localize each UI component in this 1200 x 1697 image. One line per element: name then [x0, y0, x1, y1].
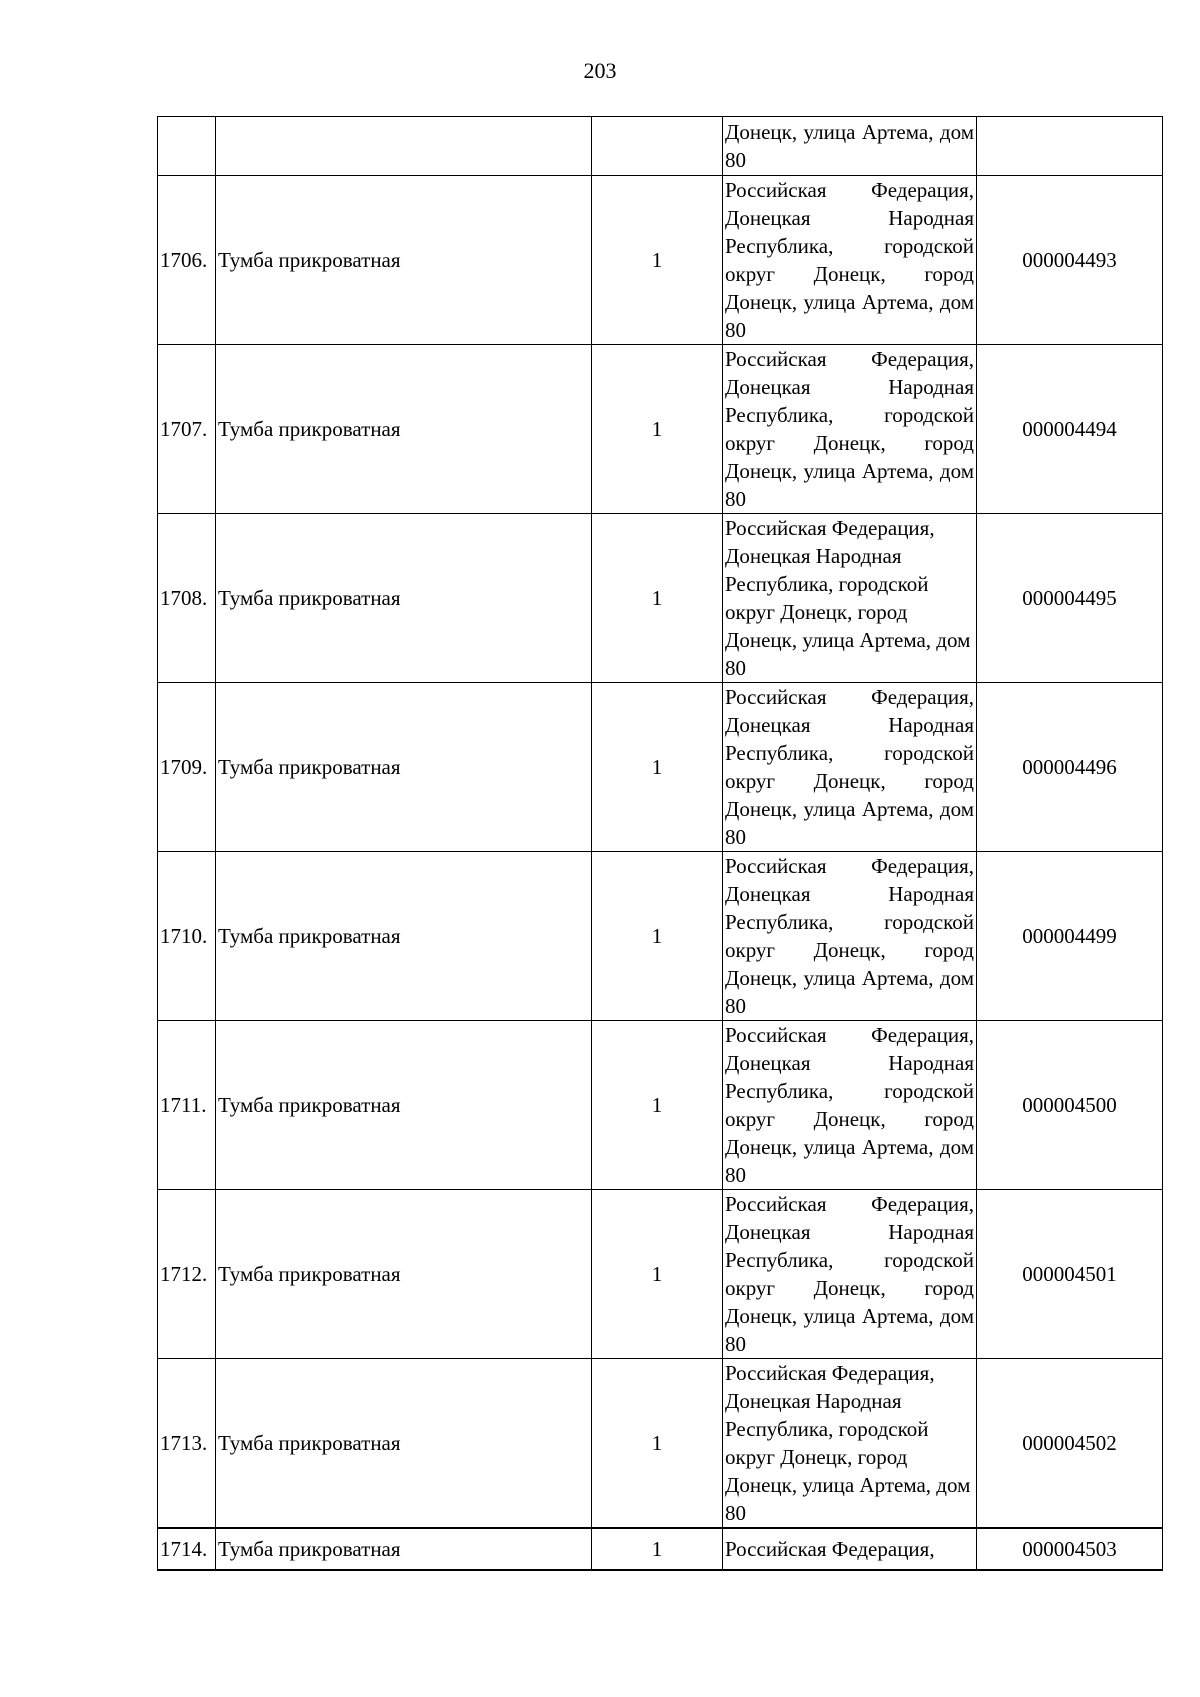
- inventory-code: 000004501: [977, 1190, 1163, 1359]
- item-address: Российская Федерация, Донецкая Народная Республика, городской округ Донецк, город Донецк, улица Артема, дом 80: [723, 1359, 977, 1529]
- row-number: 1711.: [158, 1021, 216, 1190]
- inventory-code: 000004495: [977, 514, 1163, 683]
- inventory-code: 000004502: [977, 1359, 1163, 1529]
- row-number: 1713.: [158, 1359, 216, 1529]
- item-address: Российская Федерация, Донецкая Народная Республика, городской округ Донецк, город Донецк, улица Артема, дом 80: [723, 683, 977, 852]
- table-row: [158, 1190, 1163, 1359]
- item-address: Российская Федерация, Донецкая Народная Республика, городской округ Донецк, город Донецк, улица Артема, дом 80: [723, 1021, 977, 1190]
- row-number: 1712.: [158, 1190, 216, 1359]
- item-quantity: 1: [592, 1359, 723, 1529]
- item-address: Российская Федерация, Донецкая Народная Республика, городской округ Донецк, город Донецк, улица Артема, дом 80: [723, 345, 977, 514]
- inventory-code: 000004500: [977, 1021, 1163, 1190]
- item-address: Российская Федерация,: [723, 1528, 977, 1570]
- item-name: Тумба прикроватная: [216, 852, 592, 1021]
- item-address: Российская Федерация, Донецкая Народная Республика, городской округ Донецк, город Донецк, улица Артема, дом 80: [723, 176, 977, 345]
- item-address: Российская Федерация, Донецкая Народная Республика, городской округ Донецк, город Донецк, улица Артема, дом 80: [723, 1190, 977, 1359]
- table-row: [158, 683, 1163, 852]
- table-row: [158, 345, 1163, 514]
- table-row: [158, 852, 1163, 1021]
- item-name: Тумба прикроватная: [216, 1359, 592, 1529]
- item-name: Тумба прикроватная: [216, 1190, 592, 1359]
- item-quantity: 1: [592, 683, 723, 852]
- table-row: [158, 176, 1163, 345]
- row-number: 1707.: [158, 345, 216, 514]
- item-quantity: 1: [592, 514, 723, 683]
- item-address: Российская Федерация, Донецкая Народная Республика, городской округ Донецк, город Донецк, улица Артема, дом 80: [723, 852, 977, 1021]
- row-number: 1709.: [158, 683, 216, 852]
- row-number: [158, 117, 216, 176]
- item-quantity: [592, 117, 723, 176]
- row-number: 1708.: [158, 514, 216, 683]
- item-name: Тумба прикроватная: [216, 176, 592, 345]
- item-address: Донецк, улица Артема, дом 80: [723, 117, 977, 176]
- inventory-code: 000004493: [977, 176, 1163, 345]
- inventory-code: 000004494: [977, 345, 1163, 514]
- inventory-table: [157, 116, 1163, 1571]
- item-name: Тумба прикроватная: [216, 1021, 592, 1190]
- page-number: 203: [583, 58, 617, 83]
- table-row: [158, 1359, 1163, 1529]
- table-row-last: [158, 1528, 1163, 1570]
- inventory-code: 000004496: [977, 683, 1163, 852]
- item-quantity: 1: [592, 1190, 723, 1359]
- item-quantity: 1: [592, 176, 723, 345]
- row-number: 1706.: [158, 176, 216, 345]
- inventory-code: 000004499: [977, 852, 1163, 1021]
- inventory-code: [977, 117, 1163, 176]
- table-row: [158, 1021, 1163, 1190]
- table-row: [158, 514, 1163, 683]
- item-name: Тумба прикроватная: [216, 683, 592, 852]
- table-row-continuation: [158, 117, 1163, 176]
- inventory-code: 000004503: [977, 1528, 1163, 1570]
- item-quantity: 1: [592, 1021, 723, 1190]
- item-name: Тумба прикроватная: [216, 1528, 592, 1570]
- item-name: Тумба прикроватная: [216, 514, 592, 683]
- row-number: 1710.: [158, 852, 216, 1021]
- row-number: 1714.: [158, 1528, 216, 1570]
- item-name: [216, 117, 592, 176]
- item-name: Тумба прикроватная: [216, 345, 592, 514]
- item-quantity: 1: [592, 1528, 723, 1570]
- item-address: Российская Федерация, Донецкая Народная Республика, городской округ Донецк, город Донецк, улица Артема, дом 80: [723, 514, 977, 683]
- item-quantity: 1: [592, 852, 723, 1021]
- item-quantity: 1: [592, 345, 723, 514]
